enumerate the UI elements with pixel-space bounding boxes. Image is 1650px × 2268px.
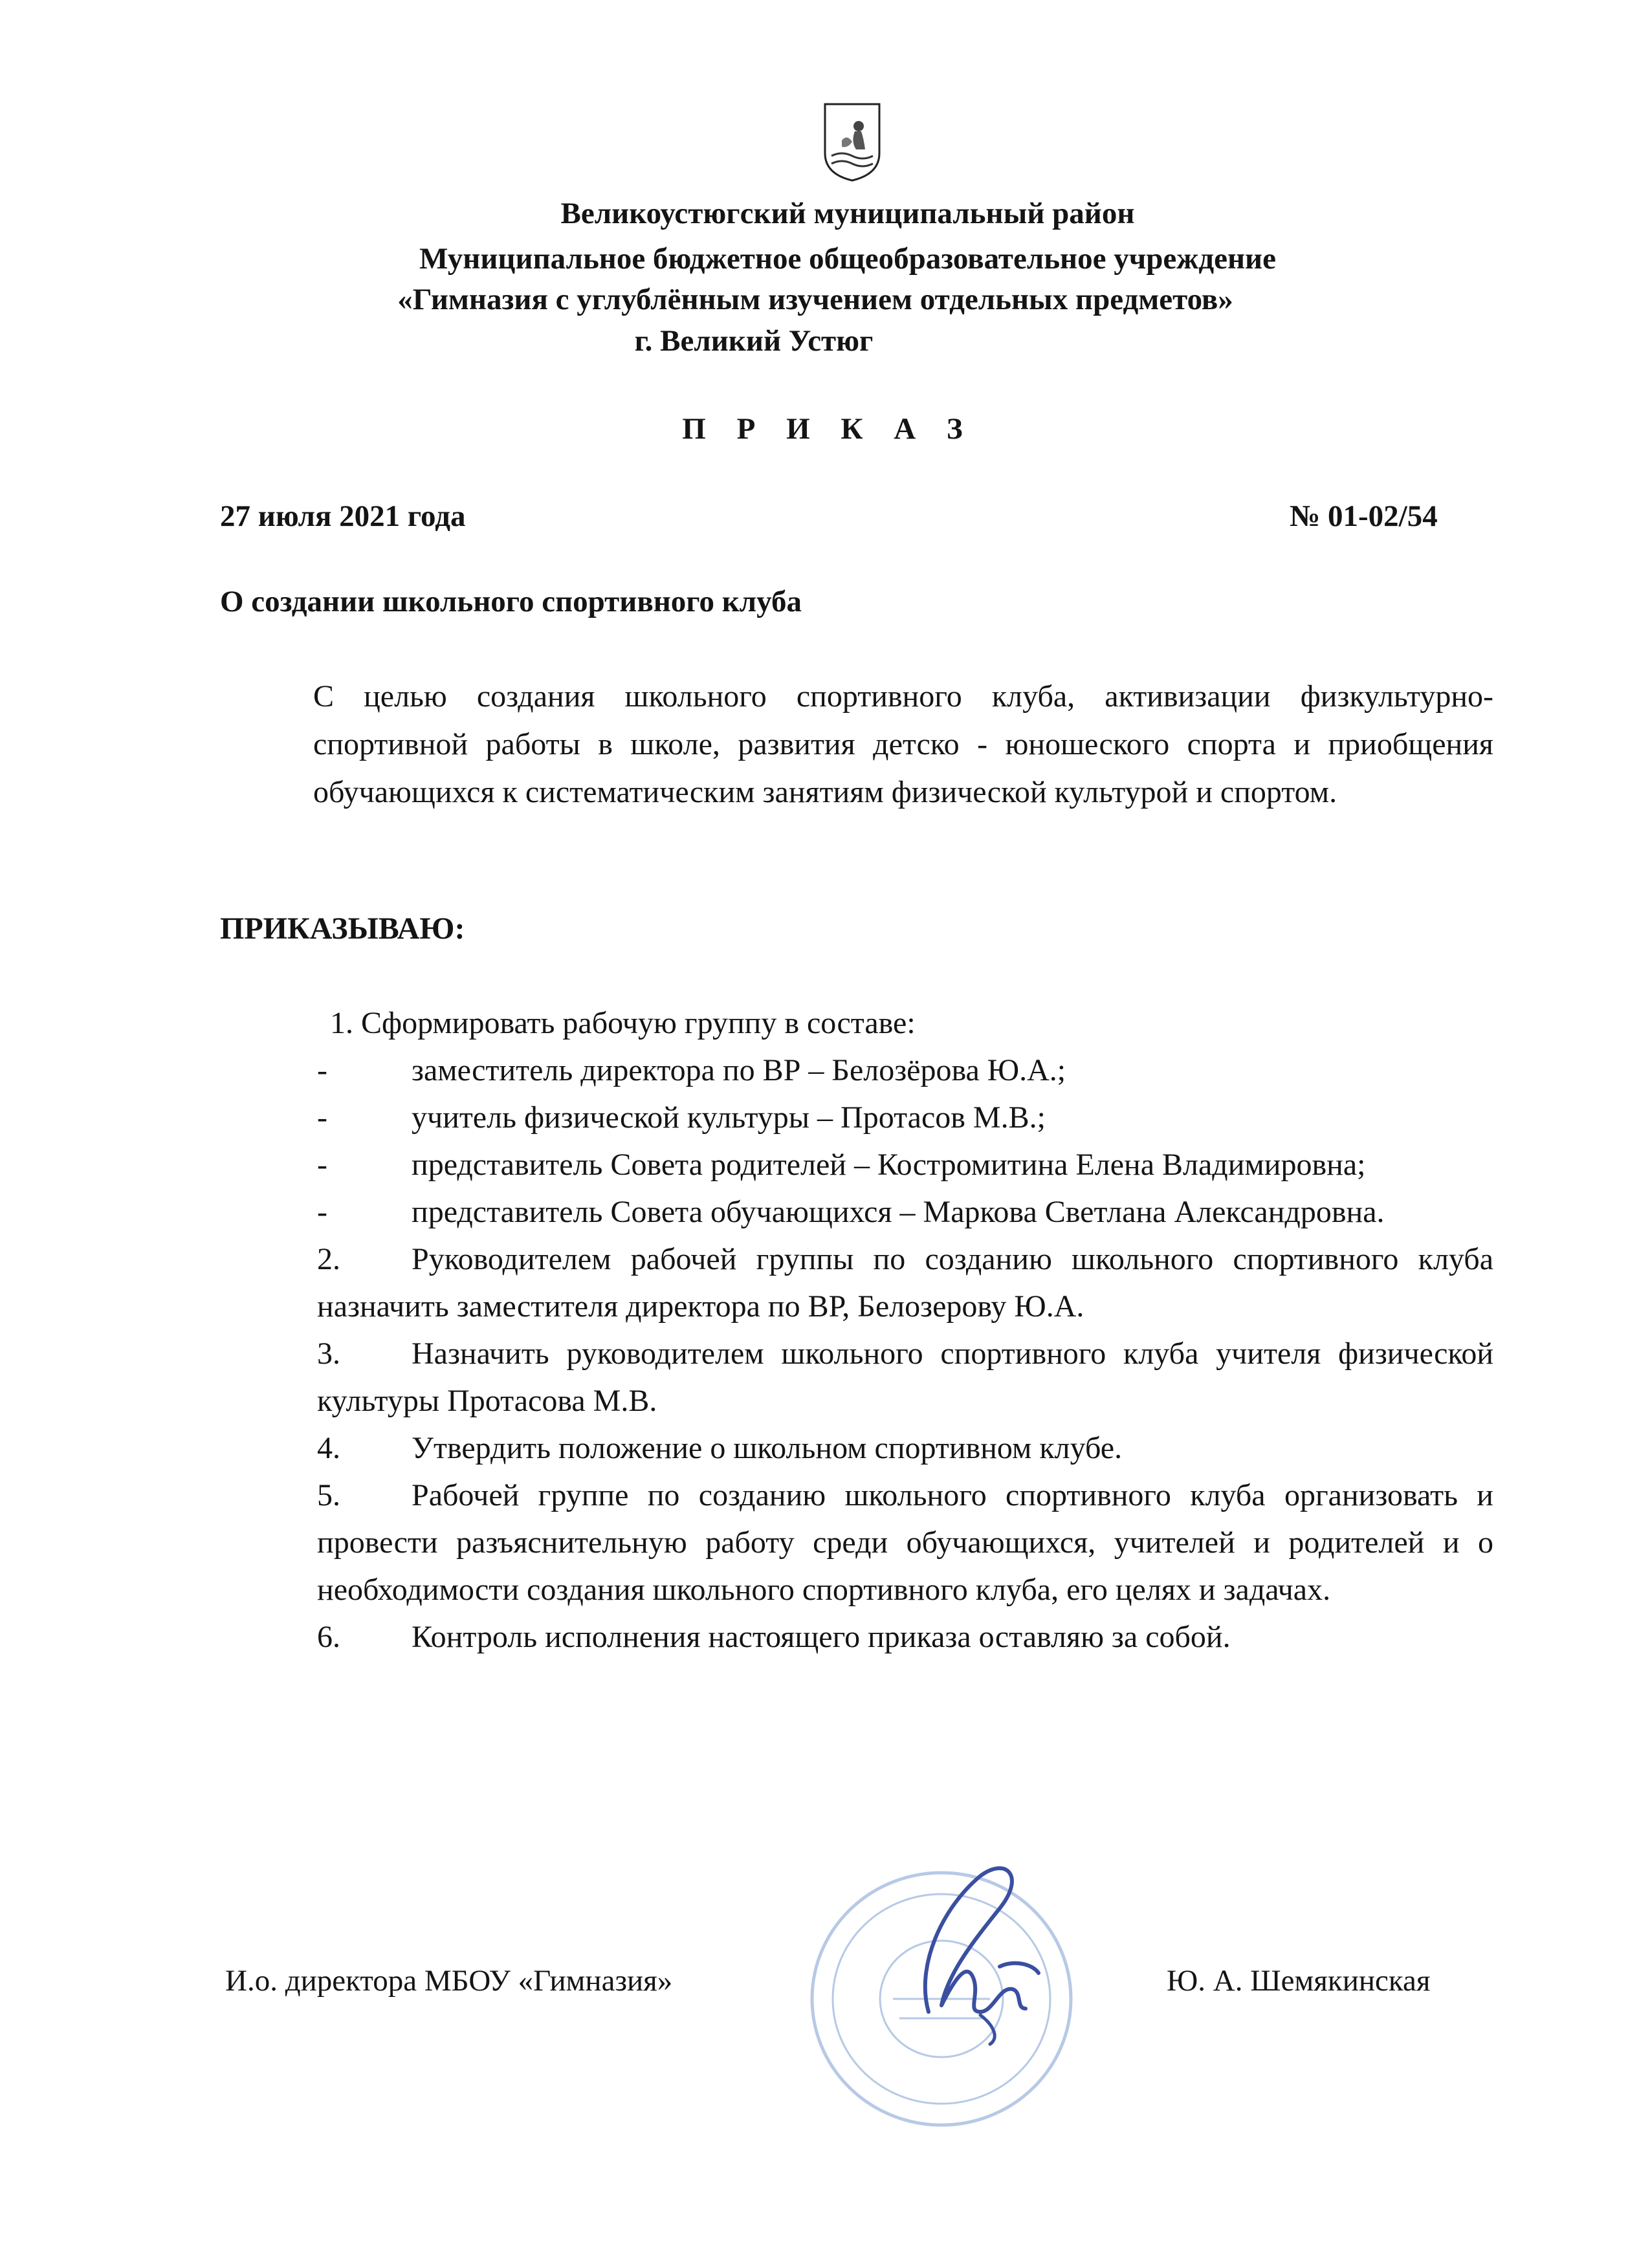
list-item [317,1613,1493,1661]
list-item-marker: 4. [317,1431,340,1465]
institution-name: «Гимназия с углублённым изучением отдельных предметов» [397,283,1233,316]
coat-of-arms-icon [822,102,882,183]
city-name: г. Великий Устюг [634,324,874,358]
signatory-name: Ю. А. Шемякинская [1167,1964,1431,1998]
district-name: Великоустюгский муниципальный район [560,197,1135,230]
list-item-text: Руководителем рабочей группы по созданию школьного спортивного клуба назначить заместителя директора по ВР, Белозерову Ю.А. [317,1242,1493,1324]
document-number: № 01-02/54 [1290,499,1438,533]
list-item [317,1472,1493,1613]
list-item-marker: 6. [317,1620,340,1654]
list-item-text: учитель физической культуры – Протасов М.В.; [412,1100,1046,1135]
list-item-text: Назначить руководителем школьного спортивного клуба учителя физической культуры Протасова М.В. [317,1336,1493,1418]
list-item-text: представитель Совета родителей – Костромитина Елена Владимировна; [412,1148,1366,1182]
list-item-text: Рабочей группе по созданию школьного спортивного клуба организовать и провести разъяснительную работу среди обучающихся, учителей и родителей и о необходимости создания школьного спортивного клуба, его целях и задачах. [317,1478,1493,1607]
list-item [317,1330,1493,1424]
order-items-list [317,999,1493,1661]
list-item-marker: 3. [317,1336,340,1371]
list-item-text: заместитель директора по ВР – Белозёрова Ю.А.; [412,1053,1066,1087]
list-item-marker: - [317,1195,327,1229]
list-item-text: Сформировать рабочую группу в составе: [361,1006,916,1040]
preamble-paragraph: С целью создания школьного спортивного клуба, активизации физкультурно-спортивной работы в школе, развития детско - юношеского спорта и приобщения обучающихся к систематическим занятиям физической культурой и спортом. [313,679,1493,809]
list-item [317,1188,1493,1236]
list-item-text: Утвердить положение о школьном спортивном клубе. [412,1431,1123,1465]
signatory-position: И.о. директора МБОУ «Гимназия» [225,1964,673,1998]
list-item [317,999,1493,1047]
list-item-marker: 1. [330,1006,353,1040]
list-item-marker: - [317,1053,327,1087]
handwritten-signature-icon [903,1850,1051,2051]
list-item-text: представитель Совета обучающихся – Маркова Светлана Александровна. [412,1195,1385,1229]
list-item-marker: - [317,1100,327,1135]
list-item-marker: 2. [317,1242,340,1276]
list-item-text: Контроль исполнения настоящего приказа оставляю за собой. [412,1620,1231,1654]
document-title: П Р И К А З [682,412,974,446]
order-heading: ПРИКАЗЫВАЮ: [220,911,465,946]
list-item [317,1424,1493,1472]
document-subject: О создании школьного спортивного клуба [220,585,802,618]
list-item-marker: - [317,1148,327,1182]
list-item-marker: 5. [317,1478,340,1512]
document-date: 27 июля 2021 года [220,499,466,533]
list-item [317,1236,1493,1330]
list-item [317,1094,1493,1141]
list-item [317,1141,1493,1188]
list-item [317,1047,1493,1094]
institution-type: Муниципальное бюджетное общеобразовательное учреждение [419,242,1276,276]
